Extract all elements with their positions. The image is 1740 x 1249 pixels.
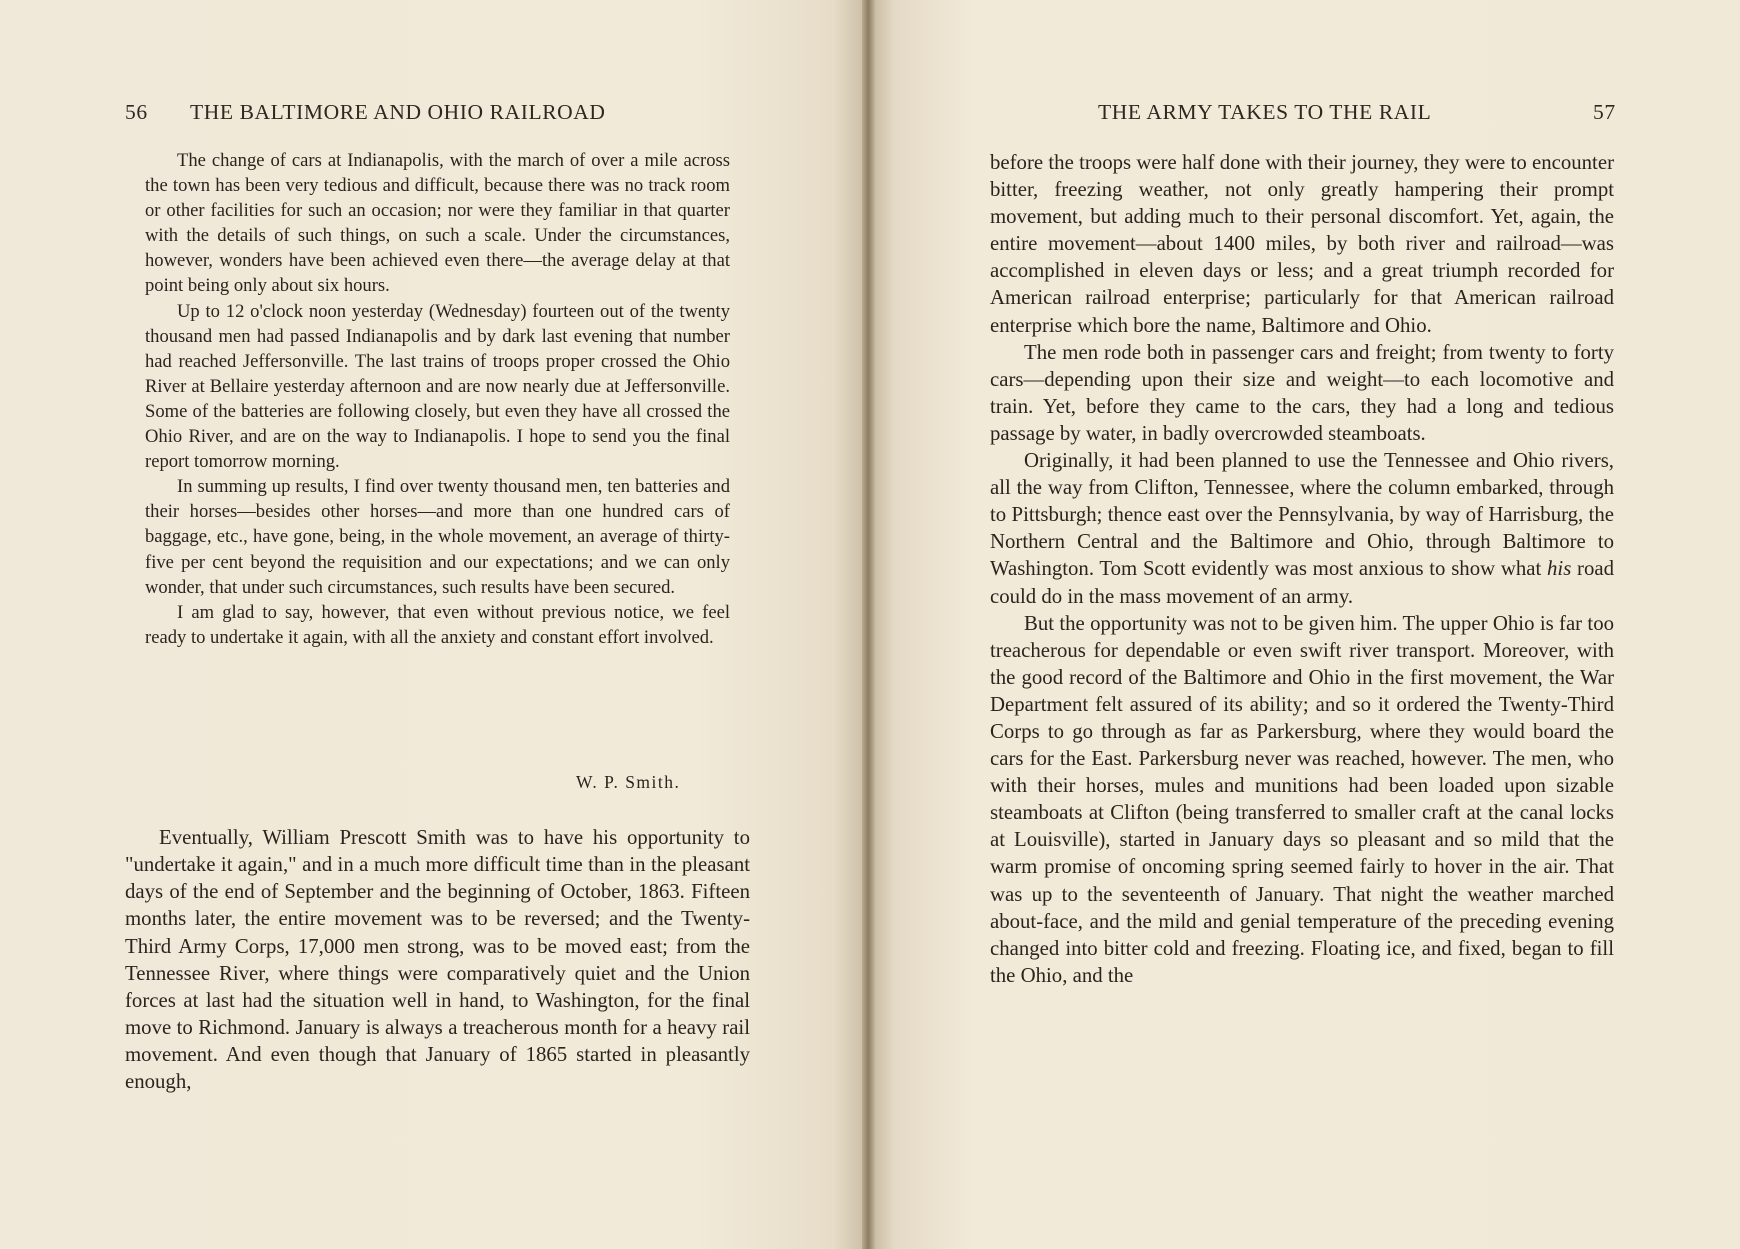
book-gutter [862,0,876,1249]
body-paragraph [990,447,1614,610]
page-number-right: 57 [1593,100,1616,124]
page-number-left: 56 [125,100,148,124]
letter-signature: W. P. Smith. [576,772,681,792]
letter-paragraph: Up to 12 o'clock noon yesterday (Wednesday) fourteen out of the twenty thousand men had passed Indianapolis and by dark last evening that number had reached Jeffersonville. The last trains of troops proper crossed the Ohio River at Bellaire yesterday afternoon and are now nearly due at Jeffersonville. Some of the batteries are following closely, but even they have all crossed the Ohio River, and are on the way to Indianapolis. I hope to send you the final report tomorrow morning. [145,300,730,473]
paragraph-text: Originally, it had been planned to use the Tennessee and Ohio rivers, all the way from Clifton, Tennessee, where the column embarked, through to Pittsburgh; thence east over the Pennsylvania, by way of Harrisburg, the Northern Central and the Baltimore and Ohio, through Baltimore to Washington. Tom Scott evidently was most anxious to show what [990,449,1614,581]
letter-paragraph: The change of cars at Indianapolis, with the march of over a mile across the town has been very tedious and difficult, because there was no track room or other facilities for such an occasion; nor were they familiar in that quarter with the details of such things, on such a scale. Under the circumstances, however, wonders have been achieved even there—the average delay at that point being only about six hours. [145,150,730,297]
body-paragraph: before the troops were half done with their journey, they were to encounter bitter, freezing weather, not only greatly hampering their prompt movement, but adding much to their personal discomfort. Yet, again, the entire movement—about 1400 miles, by both river and railroad—was accomplished in eleven days or less; and a great triumph recorded for American railroad enterprise; particularly for that American railroad enterprise which bore the name, Baltimore and Ohio. [990,151,1614,337]
left-page [0,0,868,1249]
body-text-left [125,824,750,1096]
body-paragraph: But the opportunity was not to be given him. The upper Ohio is far too treacherous for dependable or even swift river transport. Moreover, with the good record of the Baltimore and Ohio in the first movement, the War Department felt assured of its ability; and so it ordered the Twenty-Third Corps to go through as far as Parkersburg, where they would board the cars for the East. Parkersburg never was reached, however. The men, who with their horses, mules and munitions had been loaded upon sizable steamboats at Clifton (being transferred to smaller craft at the canal locks at Louisville), started in January days so pleasant and so mild that the warm promise of oncoming spring seemed fairly to hover in the air. That was up to the seventeenth of January. That night the weather marched about-face, and the mild and genial temperature of the preceding evening changed into bitter cold and freezing. Floating ice, and fixed, began to fill the Ohio, and the [990,611,1614,987]
body-paragraph: Eventually, William Prescott Smith was to have his opportunity to "undertake it again," and in a much more difficult time than in the pleasant days of the end of September and the beginning of October, 1863. Fifteen months later, the entire movement was to be reversed; and the Twenty-Third Army Corps, 17,000 men strong, was to be moved east; from the Tennessee River, where things were comparatively quiet and the Union forces at last had the situation well in hand, to Washington, for the final move to Richmond. January is always a treacherous month for a heavy rail movement. And even though that January of 1865 started in pleasantly enough, [125,826,750,1094]
right-page [868,0,1740,1249]
running-head-right: THE ARMY TAKES TO THE RAIL [1098,100,1432,124]
paragraph-text: road could do in the mass movement of an army. [990,557,1614,608]
body-text-right [990,149,1614,989]
body-paragraph: The men rode both in passenger cars and freight; from twenty to forty cars—depending upon their size and weight—to each locomotive and train. Yet, before they came to the cars, they had a long and tedious passage by water, in badly overcrowded steamboats. [990,340,1614,445]
letter-paragraph: In summing up results, I find over twenty thousand men, ten batteries and their horses—besides other horses—and more than one hundred cars of baggage, etc., have gone, being, in the whole movement, an average of thirty-five per cent beyond the requisition and our expectations; and we can only wonder, that under such circumstances, such results have been secured. [145,476,730,598]
letter-paragraph: I am glad to say, however, that even without previous notice, we feel ready to undertake it again, with all the anxiety and constant effort involved. [145,601,730,648]
quoted-letter [145,148,730,650]
emphasis-text: his [1547,557,1572,581]
running-head-left: THE BALTIMORE AND OHIO RAILROAD [190,100,606,124]
